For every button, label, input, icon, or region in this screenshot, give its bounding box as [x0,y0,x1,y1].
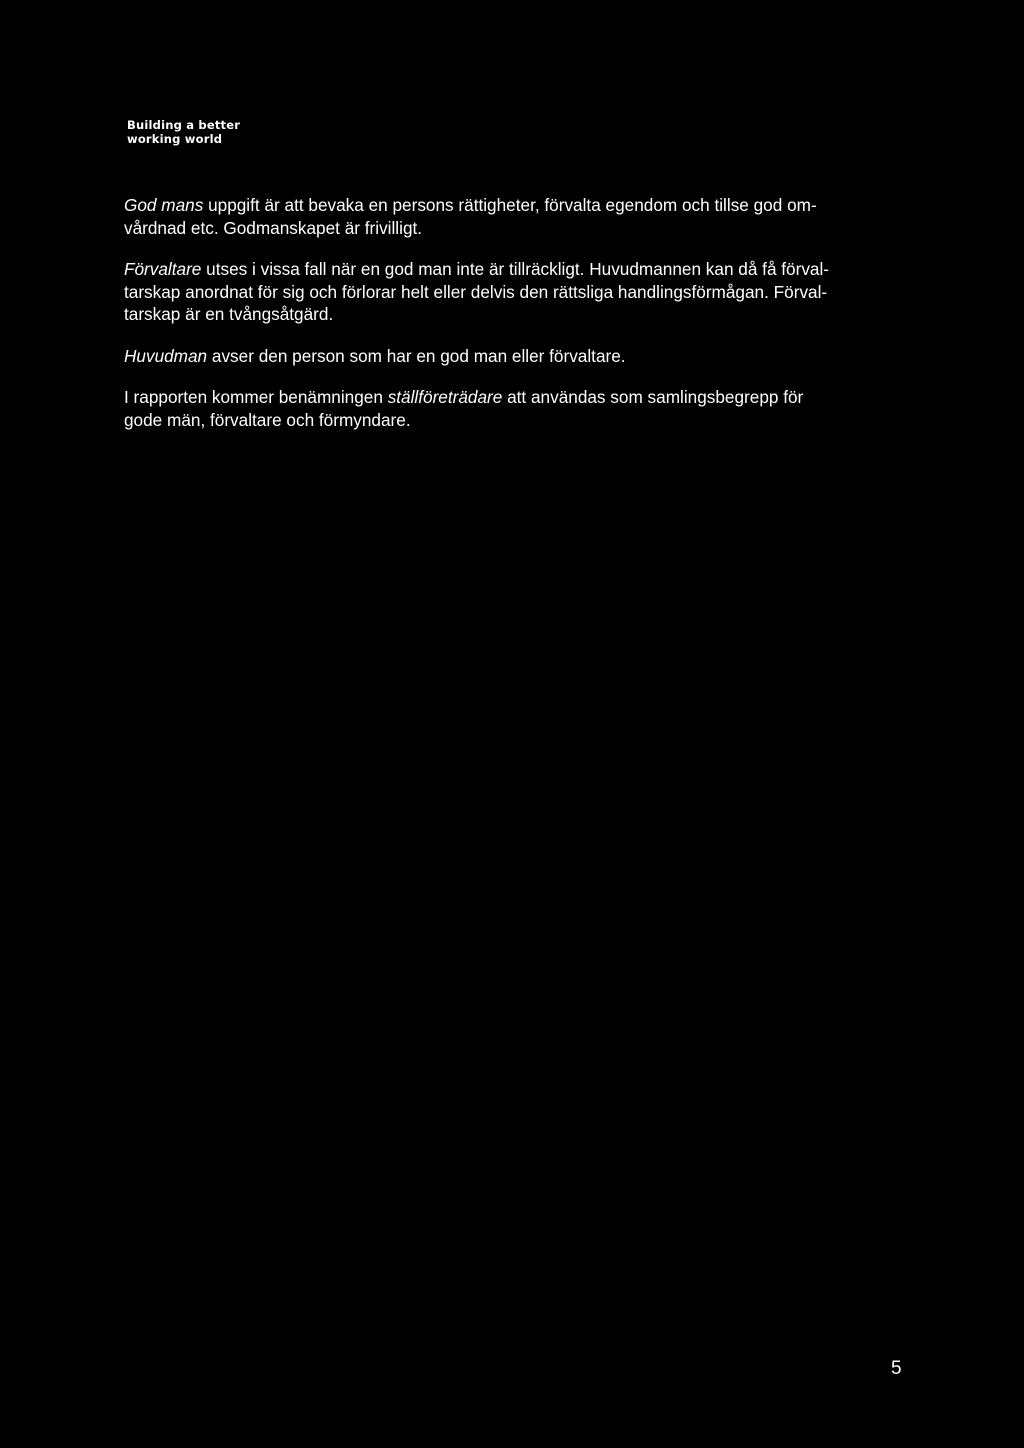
text-span: att användas som samlingsbegrepp för [502,387,804,407]
term-huvudman: Huvudman [124,345,208,366]
text-span: I rapporten kommer benämningen [124,387,388,407]
paragraph-line [124,258,896,281]
tagline [127,118,240,146]
paragraph-god-man [124,194,896,239]
paragraph-line [124,386,896,409]
paragraph-line: vårdnad etc. Godmanskapet är frivilligt. [124,217,423,238]
tagline-line-2: working world [127,132,223,146]
term-forvaltare: Förvaltare [124,259,202,279]
text-span: utses i vissa fall när en god man inte är tillräckligt. Huvudmannen kan då få förval- [201,259,830,279]
page-number: 5 [891,1358,902,1379]
paragraph-line [124,194,896,217]
term-god-mans: God mans [124,195,204,215]
paragraph-line [124,345,896,368]
paragraph-stallforetradare [124,386,896,431]
paragraph-line: tarskap anordnat för sig och förlorar helt eller delvis den rättsliga handlingsförmågan. Förval- [124,281,828,302]
text-span: uppgift är att bevaka en persons rättigheter, förvalta egendom och tillse god om- [203,195,817,215]
term-stallforetradare: ställföreträdare [387,387,503,407]
paragraph-line: gode män, förvaltare och förmyndare. [124,409,411,430]
text-span: avser den person som har en god man eller förvaltare. [207,345,626,366]
tagline-line-1: Building a better [127,118,241,132]
paragraph-forvaltare [124,258,896,326]
paragraph-line: tarskap är en tvångsåtgärd. [124,304,334,324]
paragraph-huvudman [124,345,896,368]
body-text [124,194,896,450]
